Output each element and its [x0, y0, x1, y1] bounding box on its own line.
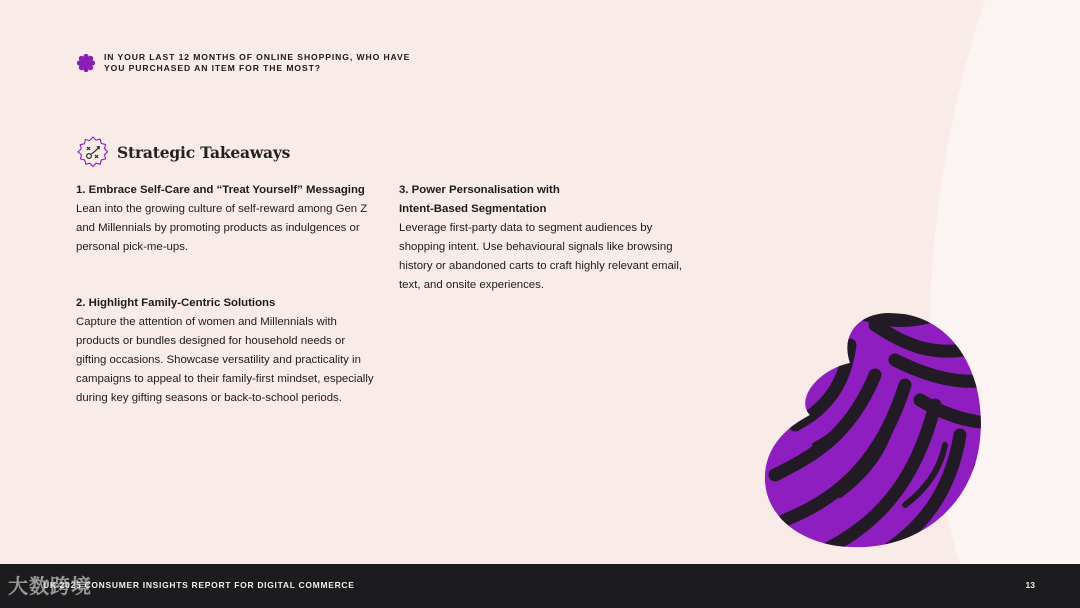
takeaway-body: Lean into the growing culture of self-reward among Gen Z and Millennials by promoting products as indulgences or personal pick-me-ups. [76, 203, 368, 253]
takeaway-heading: 3. Power Personalisation with Intent-Based Segmentation [399, 184, 560, 215]
zebra-pattern-blob [755, 305, 990, 555]
page-number: 13 [1025, 580, 1035, 590]
survey-question [76, 52, 424, 74]
takeaway-2 [76, 294, 376, 408]
watermark: 大数跨境 [8, 576, 92, 598]
takeaway-3 [399, 181, 684, 295]
section-title: Strategic Takeaways [117, 142, 291, 162]
takeaway-1 [76, 181, 376, 257]
takeaway-heading: 2. Highlight Family-Centric Solutions [76, 297, 276, 309]
question-text: IN YOUR LAST 12 MONTHS OF ONLINE SHOPPING, WHO HAVE YOU PURCHASED AN ITEM FOR THE MOST? [104, 52, 411, 73]
takeaway-heading: 1. Embrace Self-Care and “Treat Yourself” Messaging [76, 184, 365, 196]
footer-bar [0, 564, 1080, 608]
takeaway-body: Leverage first-party data to segment audiences by shopping intent. Use behavioural signals like browsing history or abandoned carts to craft highly relevant email, text, and onsite experiences. [399, 222, 683, 291]
flower-badge-icon [76, 53, 96, 73]
section-header [76, 135, 290, 169]
footer-report-title: UK 2025 CONSUMER INSIGHTS REPORT FOR DIGITAL COMMERCE [43, 580, 355, 590]
takeaway-body: Capture the attention of women and Millennials with products or bundles designed for household needs or gifting occasions. Showcase versatility and practicality in campaigns to appeal to their family-first mindset, especially during key gifting seasons or back-to-school periods. [76, 316, 374, 404]
strategy-badge-icon [76, 135, 110, 169]
